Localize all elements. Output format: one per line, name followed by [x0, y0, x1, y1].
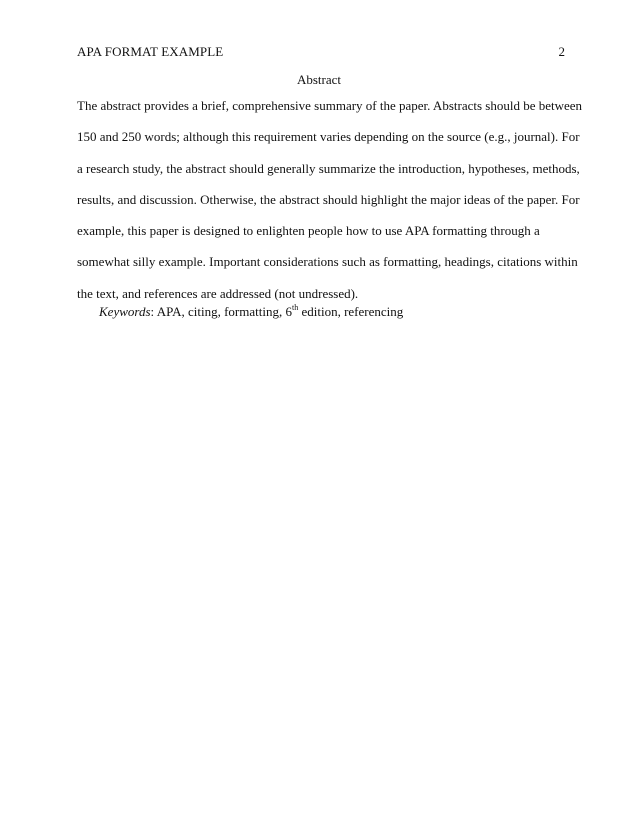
abstract-line: the text, and references are addressed (not undressed). — [77, 285, 359, 301]
abstract-line: a research study, the abstract should generally summarize the introduction, hypotheses, methods, — [77, 160, 580, 176]
running-head — [77, 44, 565, 62]
abstract-paragraph — [77, 96, 583, 315]
keywords-separator: : — [150, 304, 157, 319]
abstract-line: The abstract provides a brief, comprehensive summary of the paper. Abstracts should be between — [77, 98, 583, 113]
abstract-line: example, this paper is designed to enlighten people how to use APA formatting through a — [77, 223, 540, 239]
running-head-title: APA FORMAT EXAMPLE — [77, 44, 224, 59]
keywords-superscript: th — [291, 303, 299, 312]
keywords-line — [99, 302, 403, 322]
keywords-list-start: APA, citing, formatting, 6 — [156, 304, 292, 319]
abstract-line: somewhat silly example. Important considerations such as formatting, headings, citations within — [77, 254, 578, 270]
page-number: 2 — [558, 44, 565, 59]
abstract-line: results, and discussion. Otherwise, the abstract should highlight the major ideas of the paper. For — [77, 191, 580, 207]
keywords-label: Keywords — [99, 304, 151, 319]
keywords-list-end: edition, referencing — [298, 304, 404, 319]
abstract-line: 150 and 250 words; although this requirement varies depending on the source (e.g., journal). For — [77, 129, 580, 145]
abstract-heading: Abstract — [296, 72, 342, 87]
